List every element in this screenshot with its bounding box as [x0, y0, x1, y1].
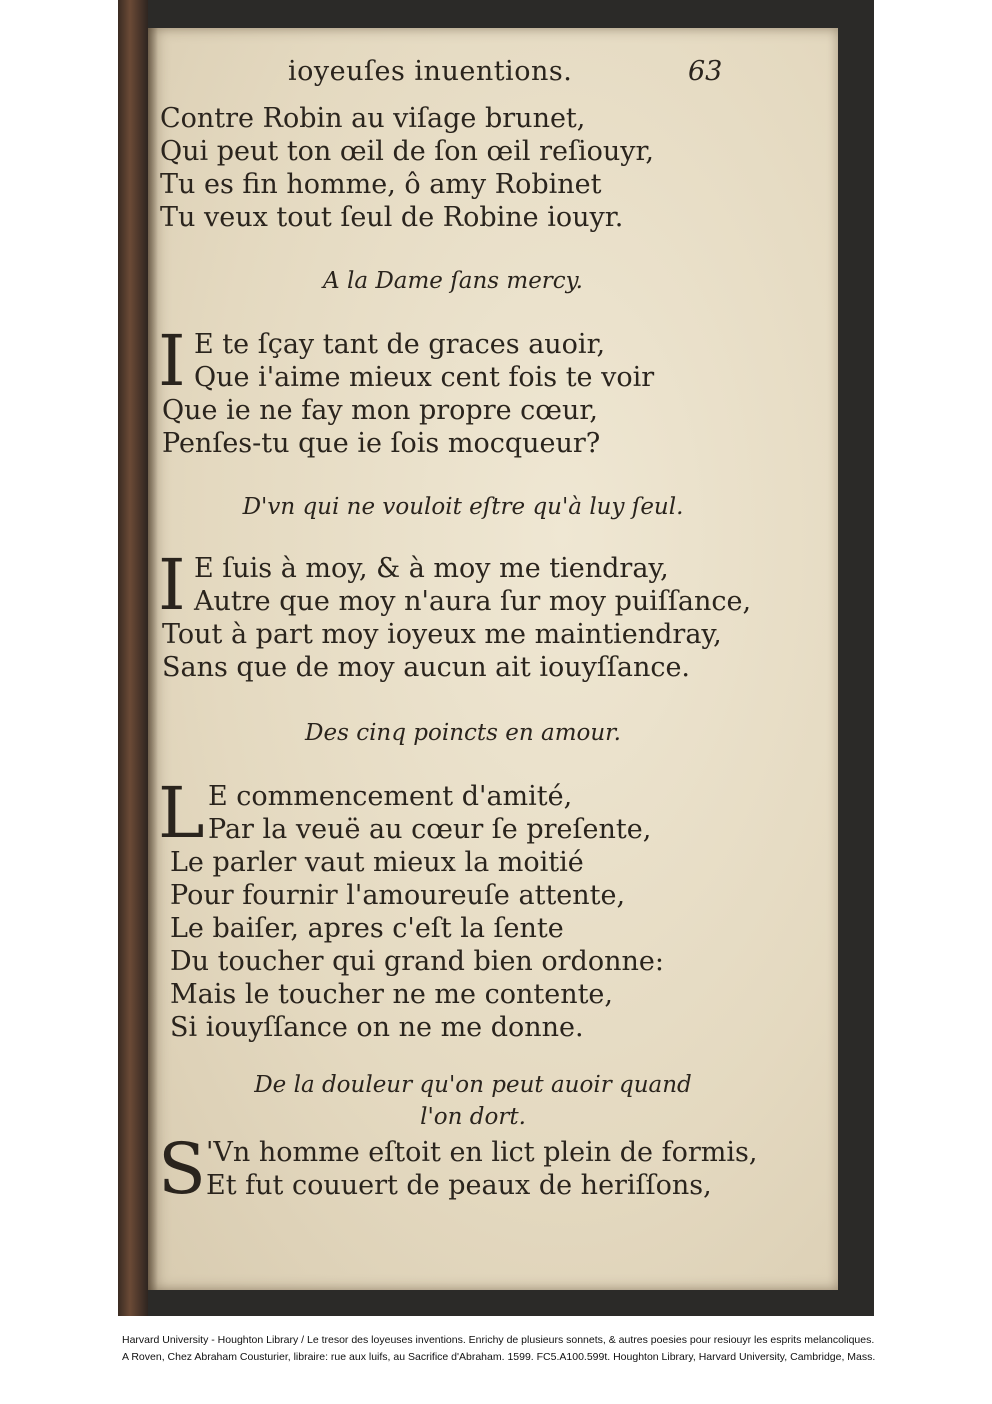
verse-line: Mais le toucher ne me contente,: [170, 979, 613, 1010]
verse-line: E commencement d'amité,: [208, 781, 573, 812]
caption-line: A Roven, Chez Abraham Cousturier, libraire: rue aux luifs, au Sacrifice d'Abraham. 1599. FC5.A100.599t. Houghton Library, Harvard University, Cambridge, Mass.: [122, 1351, 876, 1363]
verse-line: E te ſçay tant de graces auoir,: [194, 329, 606, 360]
verse-line: Autre que moy n'aura ſur moy puiſſance,: [194, 586, 752, 617]
scan-image: [118, 0, 874, 1316]
verse-line: Pour fournir l'amoureuſe attente,: [170, 880, 626, 911]
poem-body: [148, 544, 838, 684]
running-title: ioyeuſes inuentions.: [288, 56, 573, 87]
verse-line: Tout à part moy ioyeux me maintiendray,: [162, 619, 722, 650]
drop-capital: S: [158, 1128, 206, 1210]
verse-line: Penſes-tu que ie ſois mocqueur?: [162, 428, 601, 459]
verse-line: Tu es fin homme, ô amy Robinet: [160, 169, 602, 200]
verse-line: Le parler vaut mieux la moitié: [170, 847, 584, 878]
poem-title: Des cinq poincts en amour.: [305, 720, 621, 746]
running-header: [148, 56, 838, 96]
verse-line: Que i'aime mieux cent fois te voir: [194, 362, 655, 393]
verse-line: Que ie ne fay mon propre cœur,: [162, 395, 598, 426]
drop-capital: I: [158, 544, 186, 626]
verse-line: Du toucher qui grand bien ordonne:: [170, 946, 664, 977]
image-caption: [122, 1332, 882, 1366]
poem-body: [148, 1128, 838, 1210]
verse-line: Tu veux tout ſeul de Robine iouyr.: [160, 202, 624, 233]
drop-capital: I: [158, 320, 186, 402]
verse-line: Par la veuë au cœur ſe preſente,: [208, 814, 652, 845]
opening-stanza: [160, 102, 850, 234]
poem-title: D'vn qui ne vouloit eſtre qu'à luy ſeul.: [242, 494, 684, 520]
poem-title: A la Dame ſans mercy.: [323, 268, 583, 294]
verse-line: Si iouyſſance on ne me donne.: [170, 1012, 584, 1043]
verse-line: Contre Robin au viſage brunet,: [160, 103, 586, 134]
page-number: 63: [688, 56, 723, 87]
poem-body: [148, 772, 838, 1044]
poem-title-continued: l'on dort.: [420, 1104, 526, 1130]
verse-line: Sans que de moy aucun ait iouyſſance.: [162, 652, 691, 683]
verse-line: Le baiſer, apres c'eſt la ſente: [170, 913, 564, 944]
caption-line: Harvard University - Houghton Library / Le tresor des loyeuses inventions. Enrichy de plusieurs sonnets, & autres poesies pour resiouyr les esprits melancoliques.: [122, 1334, 875, 1346]
poem-title: De la douleur qu'on peut auoir quand: [254, 1072, 692, 1098]
verse-line: Et fut couuert de peaux de heriſſons,: [206, 1170, 712, 1201]
verse-line: 'Vn homme eſtoit en lict plein de formis,: [206, 1137, 758, 1168]
book-page: [148, 28, 838, 1290]
poem-body: [148, 320, 838, 460]
drop-capital: L: [158, 772, 205, 854]
verse-line: E ſuis à moy, & à moy me tiendray,: [194, 553, 669, 584]
verse-line: Qui peut ton œil de ſon œil reſiouyr,: [160, 136, 655, 167]
